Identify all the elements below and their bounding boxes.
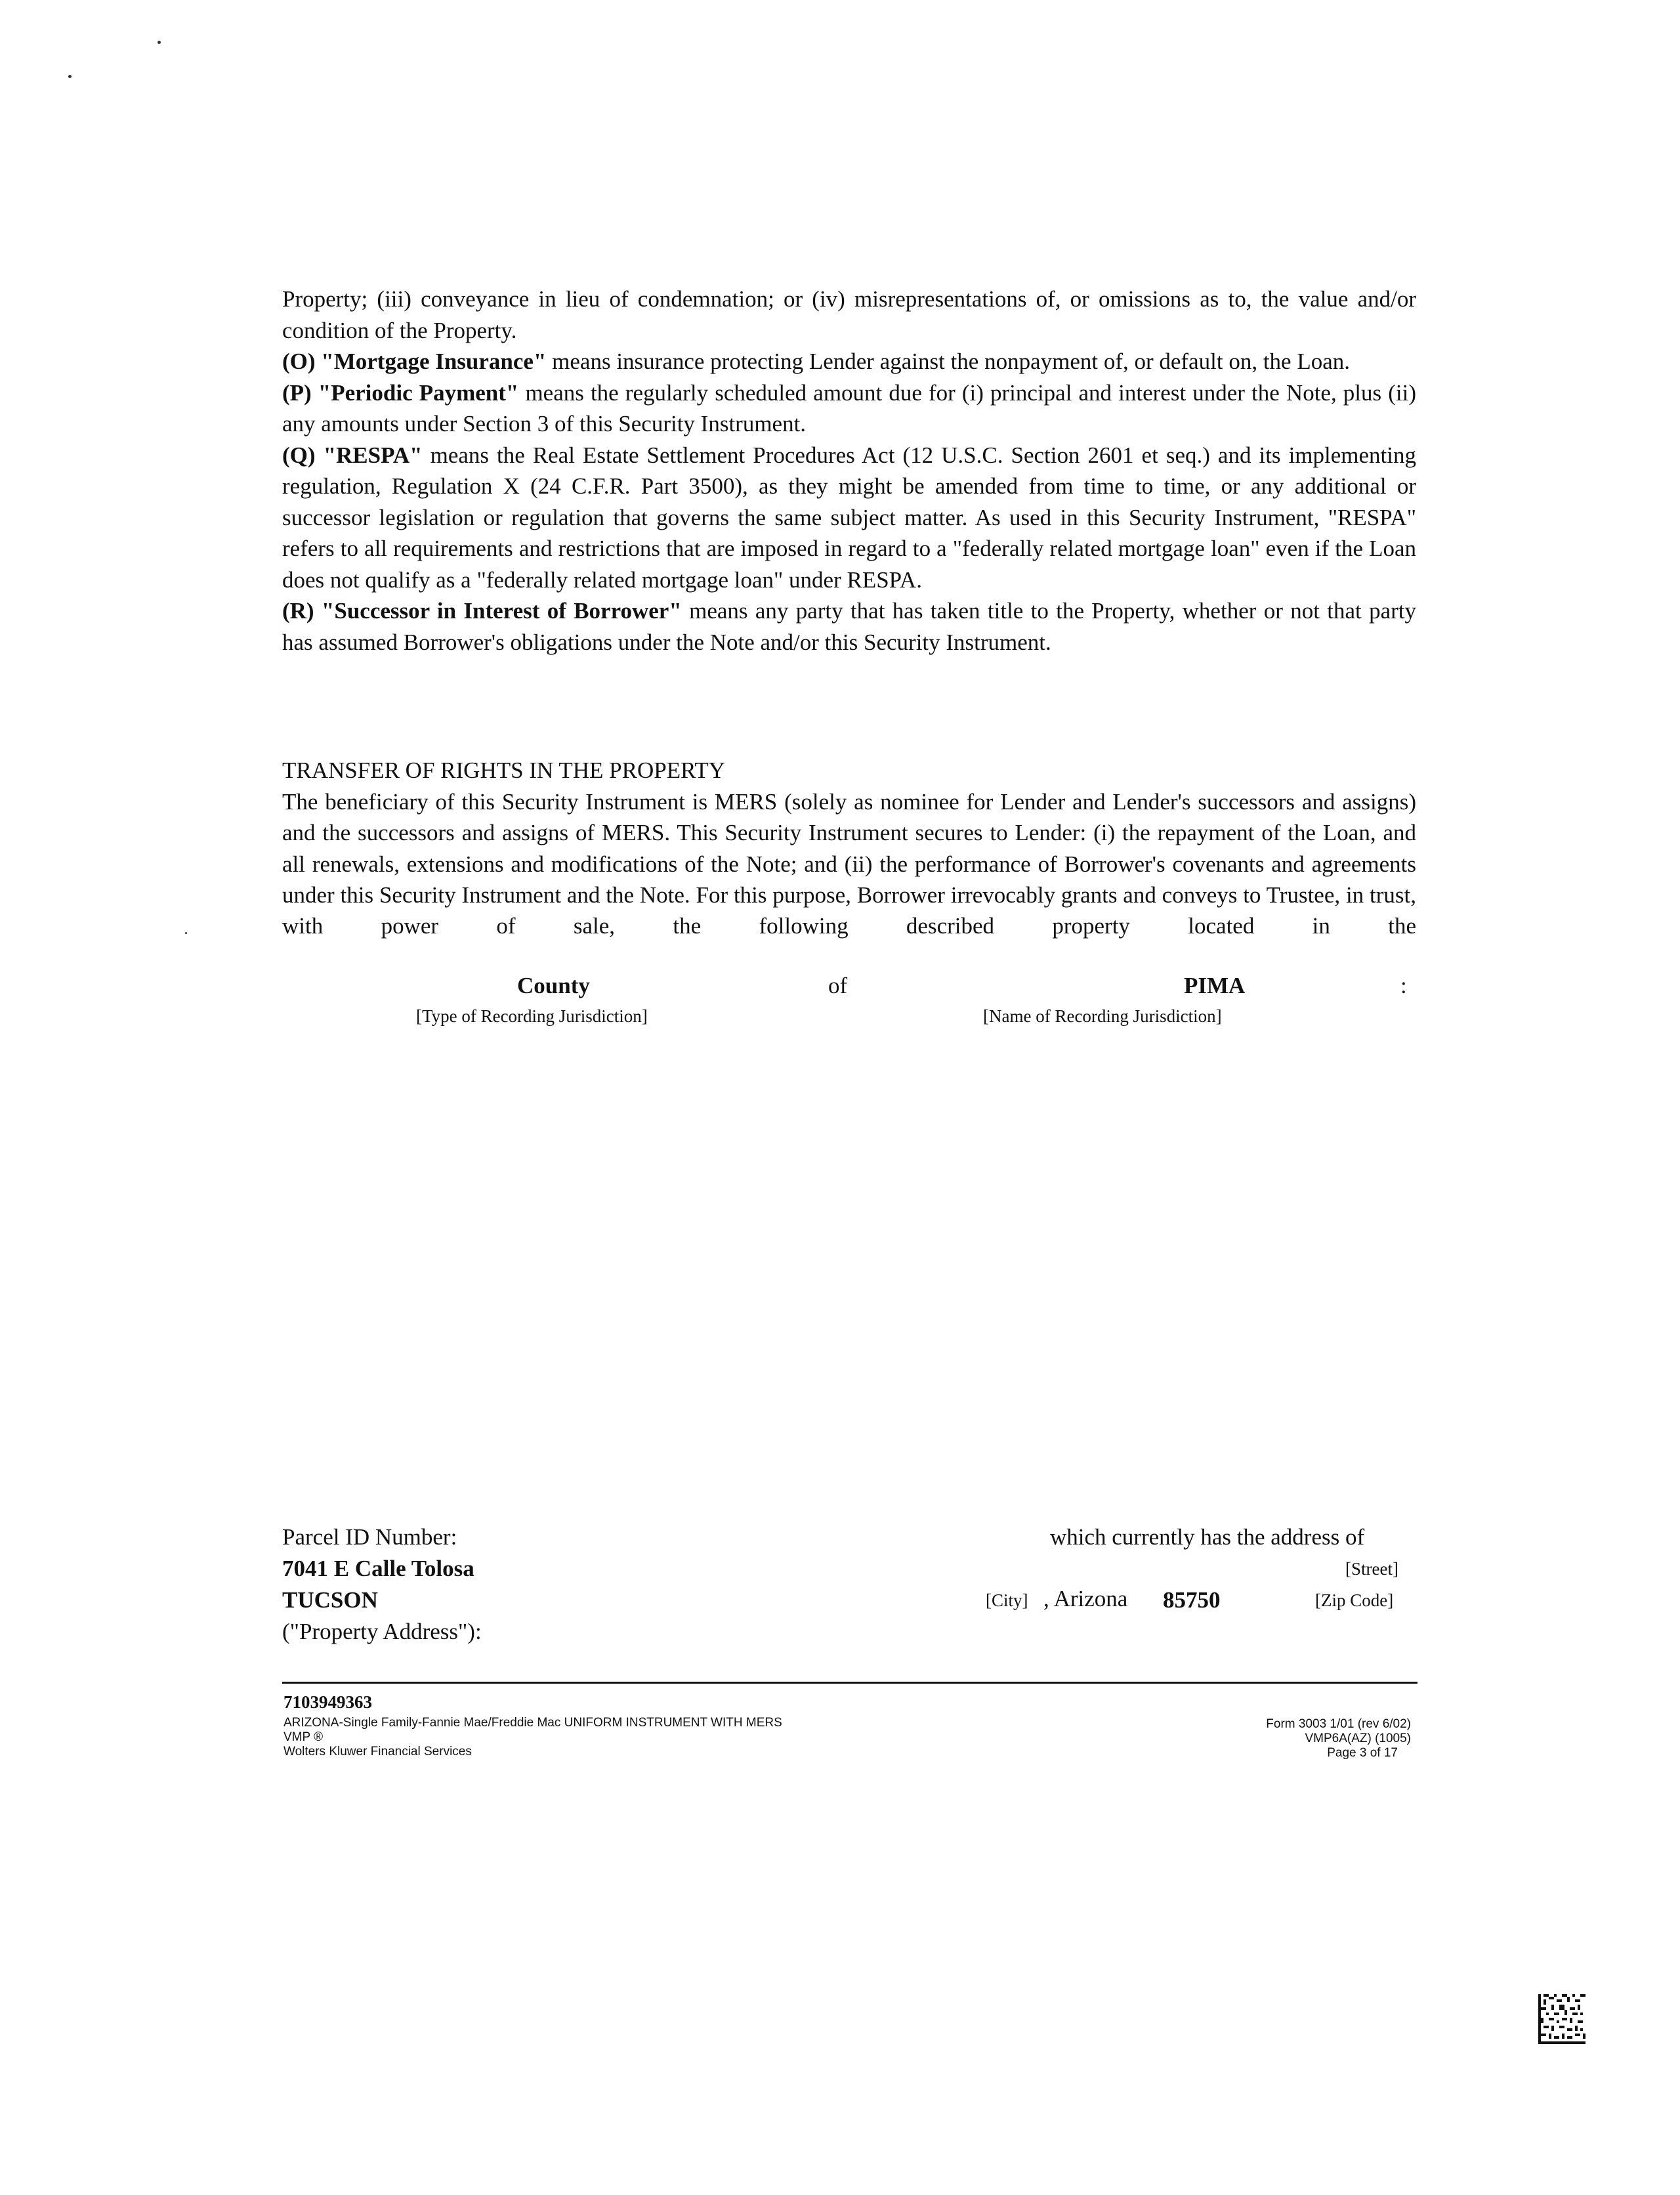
street-label: [Street] xyxy=(1345,1559,1398,1579)
city-value: TUCSON xyxy=(282,1587,378,1613)
city-label: [City] xyxy=(986,1590,1028,1610)
definition-q-term: (Q) "RESPA" xyxy=(282,442,423,468)
zip-value: 85750 xyxy=(1163,1587,1221,1613)
scan-speck xyxy=(68,75,72,78)
company-name: Wolters Kluwer Financial Services xyxy=(284,1745,472,1758)
definition-r xyxy=(282,595,1416,658)
zip-label: [Zip Code] xyxy=(1315,1590,1394,1610)
property-address-label: ("Property Address"): xyxy=(282,1619,482,1644)
definition-p-text: means the regularly scheduled amount due for (i) principal and interest under the Note, plus (ii) any amounts under Section 3 of this Security Instrument. xyxy=(282,379,1416,437)
form-code: VMP6A(AZ) (1005) xyxy=(1305,1732,1411,1745)
vmp-mark: VMP ® xyxy=(284,1730,324,1744)
transfer-paragraph: The beneficiary of this Security Instrument is MERS (solely as nominee for Lender and Lender's successors and assigns) and the successors and assigns of MERS. This Security Instrument secures to Lender: (i) the repayment of the Loan, and all renewals, extensions and modifications of the Note; and (ii) the performance of Borrower's covenants and agreements under this Security Instrument and the Note. For this purpose, Borrower irrevocably grants and conveys to Trustee, in trust, with power of sale, the following described property located in the xyxy=(282,789,1416,939)
footer-divider xyxy=(282,1682,1418,1684)
jurisdiction-colon: : xyxy=(1400,973,1407,998)
scan-speck xyxy=(185,932,187,934)
definition-intro: Property; (iii) conveyance in lieu of condemnation; or (iv) misrepresentations of, or omissions as to, the value and/or condition of the Property. xyxy=(282,286,1416,343)
loan-number: 7103949363 xyxy=(284,1692,372,1712)
jurisdiction-row xyxy=(282,970,1416,1002)
transfer-heading: TRANSFER OF RIGHTS IN THE PROPERTY xyxy=(282,757,725,783)
form-title: ARIZONA-Single Family-Fannie Mae/Freddie Mac UNIFORM INSTRUMENT WITH MERS xyxy=(284,1716,782,1730)
jurisdiction-type-label: [Type of Recording Jurisdiction] xyxy=(416,1006,648,1026)
definition-q xyxy=(282,440,1416,596)
page-number: Page 3 of 17 xyxy=(1327,1746,1398,1760)
jurisdiction-name-label: [Name of Recording Jurisdiction] xyxy=(983,1006,1222,1026)
form-number: Form 3003 1/01 (rev 6/02) xyxy=(1266,1717,1411,1731)
jurisdiction-name: PIMA xyxy=(1184,973,1246,998)
2d-barcode-icon xyxy=(1538,1994,1586,2044)
parcel-id-label: Parcel ID Number: xyxy=(282,1524,457,1550)
street-value: 7041 E Calle Tolosa xyxy=(282,1556,474,1581)
definition-r-text: means any party that has taken title to the Property, whether or not that party has assumed Borrower's obligations under the Note and/or this Security Instrument. xyxy=(282,598,1416,655)
definition-o-text: means insurance protecting Lender against the nonpayment of, or default on, the Loan. xyxy=(546,349,1350,374)
state-value: , Arizona xyxy=(1043,1586,1128,1611)
definition-p xyxy=(282,377,1416,440)
current-address-text: which currently has the address of xyxy=(1050,1524,1365,1550)
definition-o xyxy=(282,346,1416,377)
definition-q-text: means the Real Estate Settlement Procedures Act (12 U.S.C. Section 2601 et seq.) and its implementing regulation, Regulation X (24 C.F.R. Part 3500), as they might be amended from time to time, or any additional or successor legislation or regulation that governs the same subject matter. As used in this Security Instrument, "RESPA" refers to all requirements and restrictions that are imposed in regard to a "federally related mortgage loan" even if the Loan does not qualify as a "federally related mortgage loan" under RESPA. xyxy=(282,442,1416,593)
definition-r-term: (R) "Successor in Interest of Borrower" xyxy=(282,598,682,624)
jurisdiction-of: of xyxy=(828,973,848,998)
definition-o-term: (O) "Mortgage Insurance" xyxy=(282,349,547,374)
scan-speck xyxy=(158,41,161,44)
definition-p-term: (P) "Periodic Payment" xyxy=(282,379,519,406)
definitions-block xyxy=(282,284,1416,658)
jurisdiction-type: County xyxy=(517,973,590,998)
